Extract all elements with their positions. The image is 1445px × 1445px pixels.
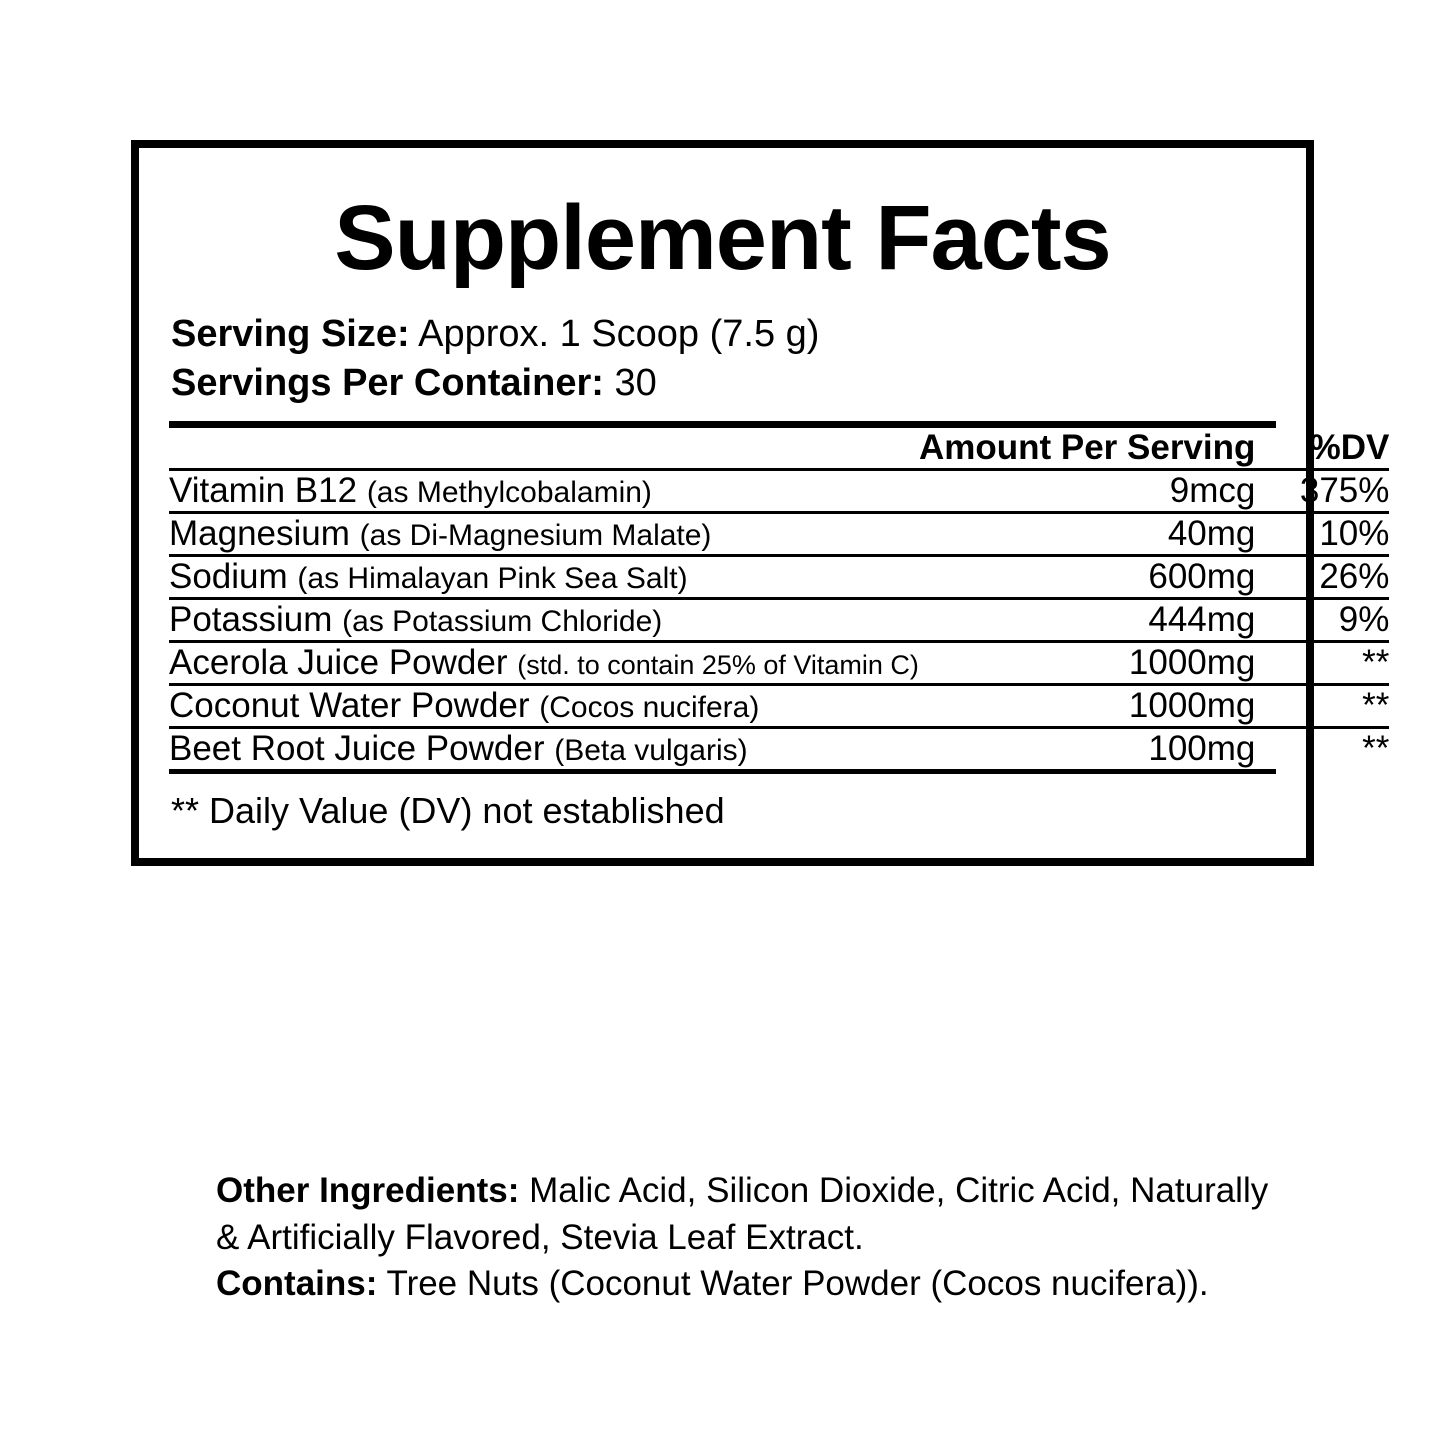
nutrient-amount: 444mg: [1148, 600, 1256, 640]
nutrient-amount: 9mcg: [1169, 471, 1256, 511]
header-percent-dv: %DV: [1309, 428, 1390, 468]
nutrient-dv: **: [1362, 686, 1390, 726]
nutrient-source: (Cocos nucifera): [539, 691, 760, 725]
nutrient-name-cell: [169, 471, 919, 511]
nutrient-amount: 40mg: [1167, 514, 1256, 554]
divider-top-thick: [169, 421, 1276, 428]
header-spacer: [169, 428, 919, 468]
contains-label: Contains:: [216, 1264, 378, 1304]
table-row: [169, 686, 1389, 726]
table-row: [169, 471, 1389, 511]
nutrient-name-cell: [169, 514, 919, 554]
servings-per-container-line: [171, 359, 1276, 408]
supplement-facts-panel: [131, 140, 1390, 866]
nutrient-dv: **: [1362, 643, 1390, 683]
other-ingredients-label: Other Ingredients:: [216, 1171, 520, 1210]
table-header-row: [169, 428, 1389, 468]
nutrient-amount: 1000mg: [1128, 686, 1256, 726]
serving-size-line: [171, 310, 1276, 359]
nutrient-name: Potassium: [169, 600, 333, 640]
nutrient-source: (as Methylcobalamin): [366, 476, 652, 510]
table-row: [169, 729, 1389, 769]
table-row: [169, 600, 1389, 640]
nutrient-dv: **: [1362, 729, 1390, 769]
nutrient-name-cell: [169, 557, 919, 597]
footnote-daily-value: ** Daily Value (DV) not established: [171, 790, 725, 832]
table-row: [169, 643, 1389, 683]
serving-size-label: Serving Size:: [171, 313, 410, 355]
nutrient-source: (Beta vulgaris): [554, 734, 748, 768]
other-ingredients-line: [216, 1168, 1286, 1261]
contains-value: Tree Nuts (Coconut Water Powder (Cocos nucifera)).: [377, 1264, 1209, 1304]
nutrient-amount: 1000mg: [1128, 643, 1256, 683]
nutrient-dv: 10%: [1319, 514, 1390, 554]
servings-per-container-value: 30: [614, 361, 657, 404]
other-ingredients-value: Malic Acid, Silicon Dioxide, Citric Acid, Naturally & Artificially Flavored, Stevia Leaf Extract.: [216, 1171, 1269, 1257]
nutrient-name-cell: [169, 600, 919, 640]
serving-size-value: Approx. 1 Scoop (7.5 g): [418, 313, 820, 355]
nutrient-name-cell: [169, 686, 919, 726]
nutrient-name-cell: [169, 729, 919, 769]
nutrient-name: Magnesium: [169, 514, 350, 554]
servings-per-container-label: Servings Per Container:: [171, 361, 604, 404]
nutrient-source: (as Potassium Chloride): [342, 605, 663, 639]
nutrient-name: Coconut Water Powder: [169, 686, 530, 726]
nutrient-name: Acerola Juice Powder: [169, 643, 508, 683]
nutrient-name-cell: [169, 643, 919, 683]
nutrient-name: Vitamin B12: [169, 471, 358, 511]
nutrient-source: (as Di-Magnesium Malate): [359, 519, 712, 553]
nutrition-table: [169, 428, 1389, 769]
nutrient-dv: 375%: [1299, 471, 1390, 511]
nutrient-source: (as Himalayan Pink Sea Salt): [297, 562, 688, 596]
table-row: [169, 514, 1389, 554]
header-amount-per-serving: Amount Per Serving: [918, 428, 1256, 468]
table-row: [169, 557, 1389, 597]
nutrient-source: (std. to contain 25% of Vitamin C): [517, 650, 919, 681]
nutrient-name: Sodium: [169, 557, 288, 597]
below-panel-text: [216, 1168, 1286, 1308]
contains-line: [216, 1261, 1286, 1308]
nutrient-dv: 9%: [1338, 600, 1390, 640]
nutrient-amount: 600mg: [1148, 557, 1256, 597]
nutrient-name: Beet Root Juice Powder: [169, 729, 545, 769]
nutrient-amount: 100mg: [1148, 729, 1256, 769]
nutrient-dv: 26%: [1319, 557, 1390, 597]
page-title: Supplement Facts: [334, 187, 1111, 289]
